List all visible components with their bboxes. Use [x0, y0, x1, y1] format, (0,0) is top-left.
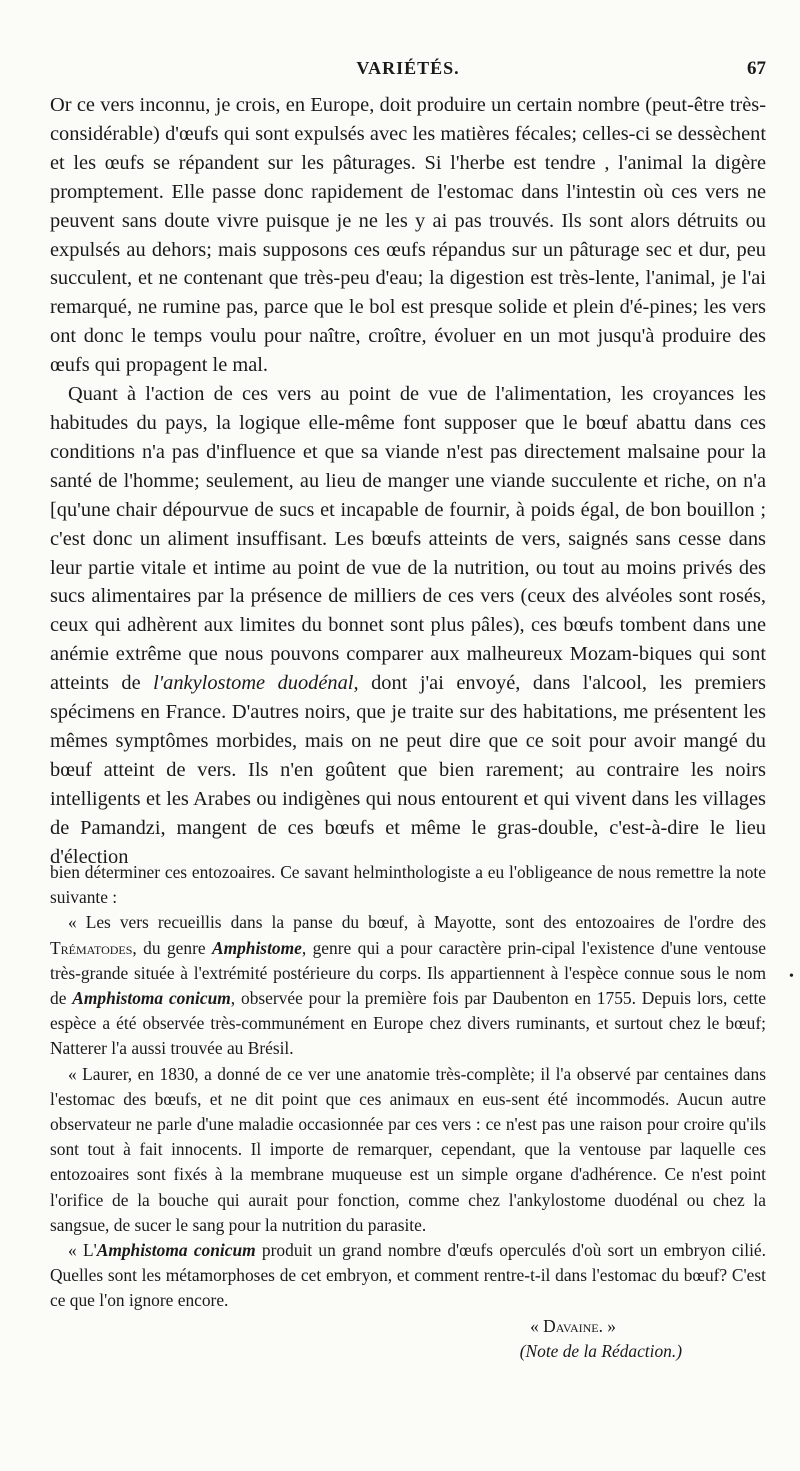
amphistoma-conicum-term-2: Amphistoma conicum [96, 1240, 256, 1261]
amphistoma-conicum-term: Amphistoma conicum [72, 988, 231, 1009]
main-text [50, 91, 766, 871]
source-attribution: (Note de la Rédaction.) [519, 1340, 682, 1361]
main-paragraph-2 [50, 380, 766, 871]
ankylostome-term: l'ankylostome duodénal [153, 672, 354, 695]
note-paragraph-4 [50, 1238, 766, 1314]
running-title: VARIÉTÉS. [356, 58, 460, 78]
main-paragraph-2-part-b: , dont j'ai envoyé, dans l'alcool, les premiers spécimens en France. D'autres noirs, que je traite sur des habitations, me présentent les mêmes symptômes morbides, mais on ne peut dire que ce soit pour avoir mangé du bœuf atteint de vers. Ils n'en goûtent que bien rarement; au contraire les noirs intelligents et les Arabes ou indigènes qui nous entourent et qui vivent dans les villages de Pamandzi, mangent de ces bœufs et même le gras-double, c'est-à-dire le lieu d'élection [50, 672, 766, 868]
note-p4-b: produit un grand nombre d'œufs operculés d'où sort un embryon cilié. Quelles sont les métamorphoses de cet embryon, et comment rentre-t-il dans l'estomac du bœuf? C'est ce que l'on ignore encore. [50, 1240, 766, 1311]
note-paragraph-2 [50, 910, 766, 1061]
note-p2-b: , du genre [132, 937, 212, 958]
trematodes-term: Trématodes [50, 937, 133, 958]
footnote-block [50, 860, 766, 1364]
page-number: 67 [747, 58, 766, 79]
note-paragraph-3: « Laurer, en 1830, a donné de ce ver une anatomie très-complète; il l'a observé par centaines dans l'estomac des bœufs, et ne dit point que ces animaux en eus-sent été incommodés. Aucun autre observateur ne parle d'une maladie occasionnée par ces vers : ce n'est pas une raison pour croire qu'ils sont tout à fait innocents. Il importe de remarquer, cependant, que la ventouse par laquelle ces entozoaires sont fixés à la membrane muqueuse est un simple organe d'adhérence. Ce n'est point l'orifice de la bouche qui aurait pour fonction, comme chez l'ankylostome duodénal ou chez la sangsue, de sucer le sang pour la nutrition du parasite. [50, 1063, 766, 1235]
page-header [50, 58, 766, 92]
note-paragraph-1: bien déterminer ces entozoaires. Ce savant helminthologiste a eu l'obligeance de nous remettre la note suivante : [50, 862, 766, 908]
margin-dot: • [789, 969, 794, 984]
note-p2-d: , observée pour la première fois par Daubenton en 1755. Depuis lors, cette espèce a été observée très-communément en Europe chez divers ruminants, et surtout chez le bœuf; Natterer l'a aussi trouvée au Brésil. [50, 988, 766, 1059]
note-p4-a: « L' [68, 1240, 97, 1261]
signature-davaine: « Davaine. » [530, 1315, 616, 1336]
amphistome-term: Amphistome [211, 937, 302, 958]
note-p2-c: , genre qui a pour caractère prin-cipal l'existence d'une ventouse très-grande située à l'extrémité postérieure du corps. Ils appartiennent à l'espèce connue sous le nom de [50, 937, 766, 1009]
main-paragraph-2-part-a: Quant à l'action de ces vers au point de vue de l'alimentation, les croyances les habitudes du pays, la logique elle-même font supposer que le bœuf abattu dans ces conditions n'a pas d'influence et que sa viande n'est pas directement malsaine pour la santé de l'homme; seulement, au lieu de manger une viande succulente et riche, on n'a [qu'une chair dépourvue de sucs et incapable de fournir, à poids égal, de bon bouillon ; c'est donc un aliment insuffisant. Les bœufs atteints de vers, saignés sans cesse dans leur partie vitale et intime au point de vue de la nutrition, ou tout au moins privés des sucs alimentaires par la présence de milliers de ces vers (ceux des alvéoles sont rosés, ceux qui adhèrent aux limites du bonnet sont plus pâles), ces bœufs tombent dans une anémie extrême que nous pouvons comparer aux malheureux Mozam-biques qui sont atteints de [50, 383, 766, 695]
main-paragraph-1: Or ce vers inconnu, je crois, en Europe, doit produire un certain nombre (peut-être très-considérable) d'œufs qui sont expulsés avec les matières fécales; celles-ci se dessèchent et les œufs se répandent sur les pâturages. Si l'herbe est tendre , l'animal la digère promptement. Elle passe donc rapidement de l'estomac dans l'intestin où ces vers ne peuvent sans doute vivre puisque je ne les y ai pas trouvés. Ils sont alors détruits ou expulsés au dehors; mais supposons ces œufs répandus sur un pâturage sec et dur, peu succulent, et ne contenant que très-peu d'eau; la digestion est très-lente, l'animal, je l'ai remarqué, ne rumine pas, parce que le bol est presque solide et plein d'é-pines; les vers ont donc le temps voulu pour naître, croître, évoluer en un mot jusqu'à produire des œufs qui propagent le mal. [50, 94, 766, 377]
note-p2-a: « Les vers recueillis dans la panse du bœuf, à Mayotte, sont des entozoaires de l'ordre des [68, 912, 766, 933]
